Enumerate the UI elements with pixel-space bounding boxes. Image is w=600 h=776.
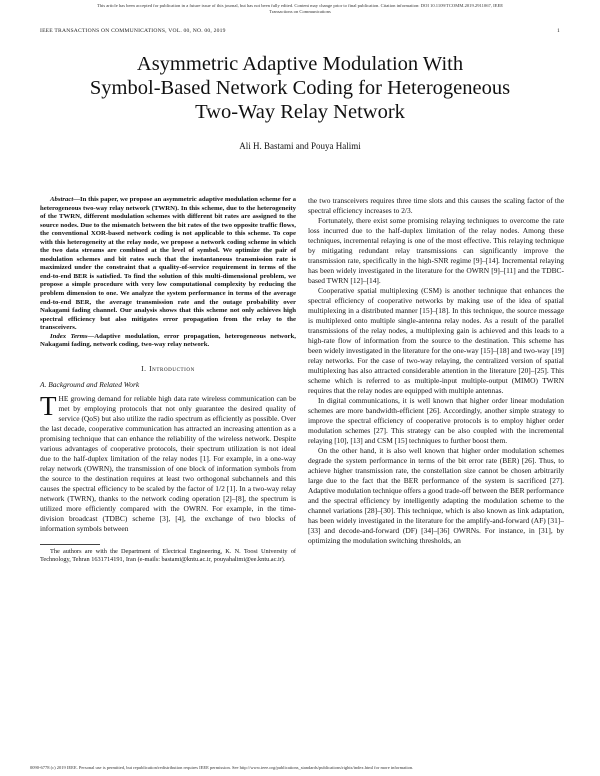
drop-cap: T bbox=[40, 390, 57, 421]
title-line-2: Symbol-Based Network Coding for Heterogeneous bbox=[89, 77, 511, 99]
copyright-line: 0090-6778 (c) 2019 IEEE. Personal use is permitted, but republication/redistribution requires IEEE permission. See http://www.ieee.org/publications_standards/publications/rights/index.html for more information. bbox=[30, 765, 414, 770]
paper-title bbox=[0, 52, 600, 124]
page-number: 1 bbox=[557, 28, 560, 34]
footnote-rule bbox=[40, 544, 100, 545]
journal-name: IEEE TRANSACTIONS ON COMMUNICATIONS, VOL. 00, NO. 00, 2019 bbox=[40, 28, 226, 34]
paragraph-incremental-relaying: Fortunately, there exist some promising relaying techniques to overcome the rate loss incurred due to the half-duplex limitation of the relay nodes. Among these techniques, incremental relaying is one of the most effective. This relaying technique by mitigating redundant relay transmissions can significantly improve the transmission rate, specifically in the high-SNR regime [9]–[14]. Incremental relaying has been widely investigated in the literature for the OWRN [9]–[11] and the TDBC-based TWRN [12]–[14]. bbox=[308, 216, 564, 285]
abstract-label: Abstract bbox=[50, 196, 74, 203]
index-terms-label: Index Terms bbox=[50, 332, 88, 340]
right-column bbox=[308, 196, 564, 546]
running-header bbox=[40, 28, 560, 34]
paragraph-higher-order-modulation: In digital communications, it is well known that higher order linear modulation schemes are more bandwidth-efficient [26]. Accordingly, another simple strategy to improve the spectral efficiency of cooperative protocols is to employ higher order modulation schemes [27]. This strategy can be also coupled with the incremental relaying [10], [13] and CSM [15] techniques to further boost them. bbox=[308, 396, 564, 445]
author-footnote: The authors are with the Department of Electrical Engineering, K. N. Toosi University of Technology, Tehran 1631714191, Iran (e-mails: bastami@kntu.ac.ir, pouyahalimi@ee.kntu.ac.ir). bbox=[40, 547, 296, 563]
title-line-1: Asymmetric Adaptive Modulation With bbox=[136, 53, 464, 75]
acceptance-banner bbox=[30, 3, 570, 15]
intro-paragraph bbox=[40, 390, 296, 534]
left-column bbox=[40, 196, 296, 564]
abstract bbox=[40, 196, 296, 333]
banner-line-2: Transactions on Communications bbox=[269, 9, 331, 14]
index-terms-text: —Adaptive modulation, error propagation, heterogeneous network, Nakagami fading, network coding, two-way relay network. bbox=[40, 332, 296, 349]
subsection-heading: A. Background and Related Work bbox=[40, 379, 140, 389]
banner-line-1: This article has been accepted for publication in a future issue of this journal, but has not been fully edited. Content may change prior to final publication. Citation information: DOI 10.1109/TCOMM.2019.2911067, IEEE bbox=[96, 3, 504, 8]
author-list: Ali H. Bastami and Pouya Halimi bbox=[239, 141, 361, 151]
index-terms bbox=[40, 333, 296, 350]
paragraph-continuation: the two transceivers requires three time slots and this causes the scaling factor of the spectral efficiency increases to 2/3. bbox=[308, 196, 564, 215]
paragraph-adaptive-modulation: On the other hand, it is also well known that higher order modulation schemes degrade the system performance in terms of the bit error rate (BER) [26]. Thus, to achieve higher transmission rate, the constellation size cannot be chosen arbitrarily large due to the fact that the BER performance of the system is sacrificed [27]. Adaptive modulation technique offers a good trade-off between the BER performance and the spectral efficiency by intelligently adapting the modulation scheme to the channel variations [28]–[30]. This technique, which is also known as link adaptation, has been widely investigated in the literature for the amplify-and-forward (AF) [31]–[33] and decode-and-forward (DF) [34]–[36] OWRNs. For instance, in [31], by optimizing the modulation switching thresholds, an bbox=[308, 446, 564, 545]
abstract-text: —In this paper, we propose an asymmetric adaptive modulation scheme for a heterogeneous two-way relay network (TWRN). In this scheme, due to the heterogeneity of the TWRN, different modulation schemes with different bit rates are assigned to the source nodes. Due to the mismatch between the bit rates of the two opposite traffic flows, the conventional XOR-based network coding is not applicable to this scheme. To cope with this heterogeneity at the relay node, we propose a network coding scheme in which the two data streams are combined at the level of symbol. We optimize the pair of modulation schemes and bit rates such that the instantaneous transmission rate is maximized under the constraint that a quality-of-service requirement in terms of the end-to-end BER is satisfied. To find the solution of this multi-dimensional problem, we propose a simple procedure with very low computational complexity by reducing the problem dimension to one. We analyze the system performance in terms of the average end-to-end BER, the average transmission rate and the outage probability over Nakagami fading channel. Our analysis shows that this scheme not only achieves high spectral efficiency but also mitigates error propagation from the relay to the transceivers. bbox=[40, 196, 296, 332]
intro-paragraph-text: HE growing demand for reliable high data rate wireless communication can be met by employing protocols that not only guarantee the desired quality of service (QoS) but also utilize the radio spectrum as efficiently as possible. Over the last decade, cooperative communication has attracted an increasing attention as a promising technique that can enhance the reliability of the wireless network. Despite various advantages of cooperative protocols, their spectrum utilization is not ideal due to the half-duplex limitation of the relay nodes [1]. For example, in a one-way relay network (OWRN), the transmission of one block of information symbols from the source to the destination requires at least two orthogonal subchannels and this causes the spectral efficiency to be scaled by the factor of 1/2 [1]. In a two-way relay network (TWRN), thanks to the network coding operation [2]–[8], the spectrum is utilized more efficiently compared with the OWRN. For example, in the time-division broadcast (TDBC) scheme [3], [4], the exchange of two blocks of information symbols between bbox=[40, 393, 296, 533]
title-line-3: Two-Way Relay Network bbox=[195, 101, 405, 123]
paragraph-csm: Cooperative spatial multiplexing (CSM) is another technique that enhances the spectral efficiency of cooperative networks by making use of the idea of spatial multiplexing in a distributed manner [15]–[18]. In this technique, the source message is multiplexed onto multiple single-antenna relay nodes. As a result of the parallel transmissions of the relay nodes, a multiplexing gain is achieved and this leads to a high-rate flow of information from the source to the destination. This scheme has been widely investigated in the literature for the one-way [15]–[18] and two-way [19] relay networks. For the case of two-way relaying, the centralized version of spatial multiplexing has also attracted considerable attention in the literature [20]–[25]. This scheme which is referred to as multiple-input multiple-output (MIMO) TWRN requires that the relay nodes are equipped with multiple antennas. bbox=[308, 286, 564, 395]
section-heading: I. Introduction bbox=[141, 363, 195, 373]
